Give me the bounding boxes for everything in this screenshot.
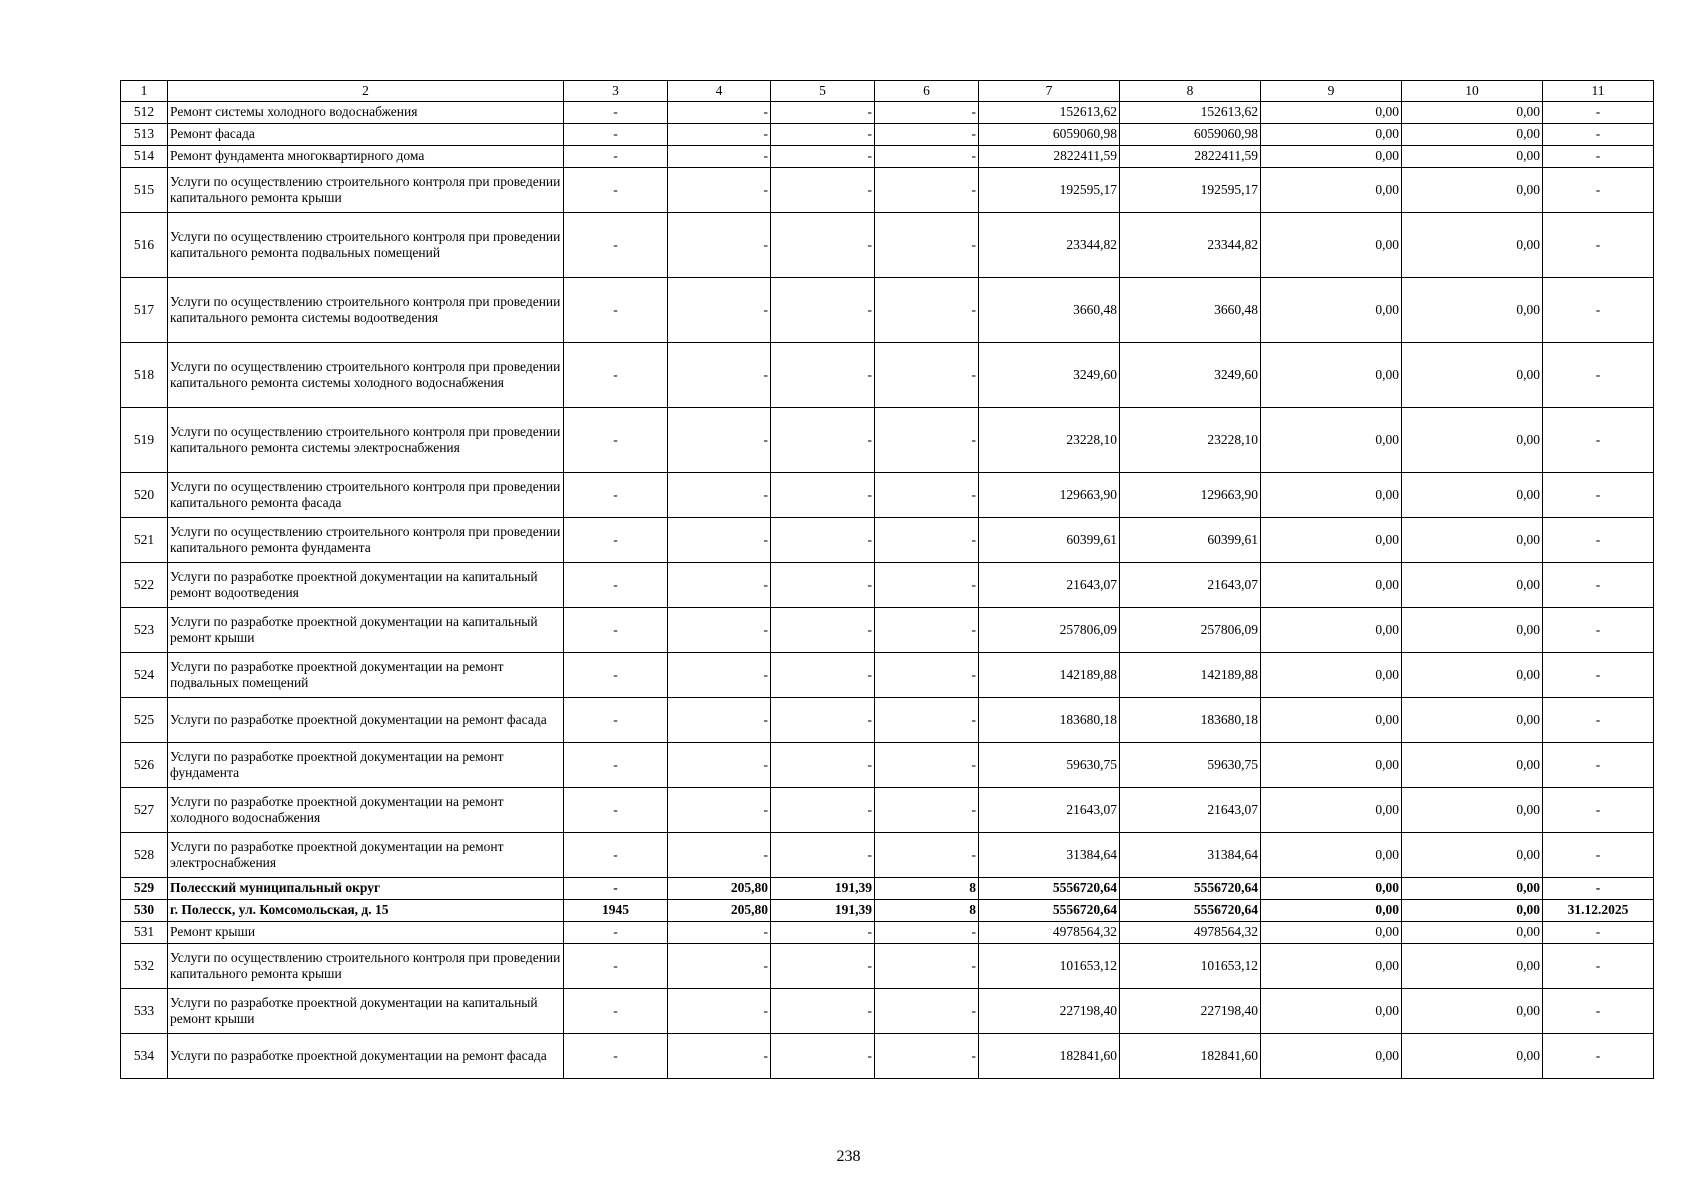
table-row xyxy=(121,944,1654,989)
row-number: 533 xyxy=(121,989,168,1034)
table-row xyxy=(121,922,1654,944)
header-cell: 3 xyxy=(564,81,668,102)
col-7-value: 192595,17 xyxy=(979,168,1120,213)
col-10-value: 0,00 xyxy=(1402,146,1543,168)
col-3-value: - xyxy=(564,989,668,1034)
header-cell: 9 xyxy=(1261,81,1402,102)
col-5-value: - xyxy=(771,563,875,608)
col-5-value: - xyxy=(771,653,875,698)
col-11-value: - xyxy=(1543,168,1654,213)
row-name: Услуги по разработке проектной документации на ремонт электроснабжения xyxy=(168,833,564,878)
col-10-value: 0,00 xyxy=(1402,408,1543,473)
col-4-value: - xyxy=(668,213,771,278)
table-row xyxy=(121,833,1654,878)
col-11-value: - xyxy=(1543,146,1654,168)
col-4-value: - xyxy=(668,833,771,878)
table-row xyxy=(121,518,1654,563)
col-8-value: 60399,61 xyxy=(1120,518,1261,563)
col-8-value: 142189,88 xyxy=(1120,653,1261,698)
col-8-value: 2822411,59 xyxy=(1120,146,1261,168)
table-row xyxy=(121,213,1654,278)
col-3-value: - xyxy=(564,608,668,653)
col-8-value: 5556720,64 xyxy=(1120,900,1261,922)
col-9-value: 0,00 xyxy=(1261,1034,1402,1079)
col-4-value: - xyxy=(668,168,771,213)
col-8-value: 23228,10 xyxy=(1120,408,1261,473)
table-row xyxy=(121,608,1654,653)
table-row xyxy=(121,698,1654,743)
col-4-value: - xyxy=(668,278,771,343)
col-8-value: 183680,18 xyxy=(1120,698,1261,743)
header-cell: 8 xyxy=(1120,81,1261,102)
col-3-value: - xyxy=(564,168,668,213)
table-row xyxy=(121,743,1654,788)
col-7-value: 227198,40 xyxy=(979,989,1120,1034)
col-8-value: 21643,07 xyxy=(1120,788,1261,833)
row-name: Ремонт фундамента многоквартирного дома xyxy=(168,146,564,168)
col-5-value: - xyxy=(771,1034,875,1079)
col-8-value: 101653,12 xyxy=(1120,944,1261,989)
row-name: Услуги по осуществлению строительного контроля при проведении капитального ремонта системы водоотведения xyxy=(168,278,564,343)
col-9-value: 0,00 xyxy=(1261,563,1402,608)
col-3-value: - xyxy=(564,146,668,168)
col-11-value: - xyxy=(1543,944,1654,989)
col-3-value: - xyxy=(564,878,668,900)
col-6-value: - xyxy=(875,922,979,944)
col-3-value: - xyxy=(564,922,668,944)
table-row xyxy=(121,563,1654,608)
col-3-value: - xyxy=(564,278,668,343)
row-number: 534 xyxy=(121,1034,168,1079)
table-row xyxy=(121,102,1654,124)
col-7-value: 3249,60 xyxy=(979,343,1120,408)
col-5-value: - xyxy=(771,213,875,278)
col-3-value: - xyxy=(564,124,668,146)
header-cell: 11 xyxy=(1543,81,1654,102)
col-11-value: - xyxy=(1543,833,1654,878)
col-5-value: - xyxy=(771,124,875,146)
col-5-value: - xyxy=(771,788,875,833)
col-9-value: 0,00 xyxy=(1261,698,1402,743)
col-7-value: 152613,62 xyxy=(979,102,1120,124)
col-3-value: - xyxy=(564,408,668,473)
row-number: 515 xyxy=(121,168,168,213)
col-5-value: - xyxy=(771,408,875,473)
col-8-value: 182841,60 xyxy=(1120,1034,1261,1079)
col-8-value: 31384,64 xyxy=(1120,833,1261,878)
col-8-value: 59630,75 xyxy=(1120,743,1261,788)
header-cell: 10 xyxy=(1402,81,1543,102)
col-4-value: - xyxy=(668,473,771,518)
col-6-value: - xyxy=(875,944,979,989)
table-row xyxy=(121,146,1654,168)
col-7-value: 142189,88 xyxy=(979,653,1120,698)
col-11-value: - xyxy=(1543,788,1654,833)
col-5-value: - xyxy=(771,743,875,788)
col-7-value: 5556720,64 xyxy=(979,878,1120,900)
header-cell: 2 xyxy=(168,81,564,102)
row-name: Услуги по разработке проектной документации на ремонт фасада xyxy=(168,698,564,743)
row-number: 520 xyxy=(121,473,168,518)
row-number: 512 xyxy=(121,102,168,124)
col-11-value: 31.12.2025 xyxy=(1543,900,1654,922)
col-6-value: 8 xyxy=(875,878,979,900)
col-6-value: - xyxy=(875,833,979,878)
col-9-value: 0,00 xyxy=(1261,408,1402,473)
col-7-value: 6059060,98 xyxy=(979,124,1120,146)
col-3-value: - xyxy=(564,698,668,743)
row-name: Услуги по разработке проектной документации на капитальный ремонт крыши xyxy=(168,608,564,653)
col-8-value: 129663,90 xyxy=(1120,473,1261,518)
col-9-value: 0,00 xyxy=(1261,102,1402,124)
col-11-value: - xyxy=(1543,408,1654,473)
col-5-value: - xyxy=(771,146,875,168)
table-row xyxy=(121,168,1654,213)
col-3-value: - xyxy=(564,518,668,563)
row-name: г. Полесск, ул. Комсомольская, д. 15 xyxy=(168,900,564,922)
col-10-value: 0,00 xyxy=(1402,833,1543,878)
col-7-value: 101653,12 xyxy=(979,944,1120,989)
col-10-value: 0,00 xyxy=(1402,922,1543,944)
row-number: 531 xyxy=(121,922,168,944)
capital-repair-table xyxy=(120,80,1654,1079)
table-row xyxy=(121,900,1654,922)
row-number: 518 xyxy=(121,343,168,408)
col-6-value: - xyxy=(875,102,979,124)
col-3-value: - xyxy=(564,833,668,878)
row-number: 529 xyxy=(121,878,168,900)
col-6-value: - xyxy=(875,788,979,833)
row-number: 530 xyxy=(121,900,168,922)
col-4-value: - xyxy=(668,102,771,124)
col-5-value: - xyxy=(771,168,875,213)
col-4-value: - xyxy=(668,944,771,989)
col-11-value: - xyxy=(1543,698,1654,743)
row-name: Услуги по осуществлению строительного контроля при проведении капитального ремонта подвальных помещений xyxy=(168,213,564,278)
col-4-value: - xyxy=(668,518,771,563)
col-11-value: - xyxy=(1543,608,1654,653)
col-7-value: 4978564,32 xyxy=(979,922,1120,944)
row-number: 527 xyxy=(121,788,168,833)
col-9-value: 0,00 xyxy=(1261,788,1402,833)
table-row xyxy=(121,124,1654,146)
col-10-value: 0,00 xyxy=(1402,473,1543,518)
row-number: 513 xyxy=(121,124,168,146)
row-name: Услуги по осуществлению строительного контроля при проведении капитального ремонта фундамента xyxy=(168,518,564,563)
col-7-value: 183680,18 xyxy=(979,698,1120,743)
row-name: Услуги по разработке проектной документации на ремонт фундамента xyxy=(168,743,564,788)
col-5-value: 191,39 xyxy=(771,878,875,900)
col-9-value: 0,00 xyxy=(1261,922,1402,944)
col-9-value: 0,00 xyxy=(1261,124,1402,146)
col-11-value: - xyxy=(1543,1034,1654,1079)
row-name: Услуги по разработке проектной документации на ремонт подвальных помещений xyxy=(168,653,564,698)
col-5-value: - xyxy=(771,343,875,408)
col-11-value: - xyxy=(1543,473,1654,518)
col-6-value: - xyxy=(875,653,979,698)
col-10-value: 0,00 xyxy=(1402,944,1543,989)
col-10-value: 0,00 xyxy=(1402,698,1543,743)
col-6-value: - xyxy=(875,608,979,653)
col-10-value: 0,00 xyxy=(1402,124,1543,146)
row-number: 523 xyxy=(121,608,168,653)
col-4-value: - xyxy=(668,653,771,698)
col-3-value: - xyxy=(564,944,668,989)
col-3-value: 1945 xyxy=(564,900,668,922)
col-6-value: - xyxy=(875,408,979,473)
col-5-value: - xyxy=(771,102,875,124)
col-10-value: 0,00 xyxy=(1402,743,1543,788)
table-row xyxy=(121,878,1654,900)
col-7-value: 2822411,59 xyxy=(979,146,1120,168)
row-number: 526 xyxy=(121,743,168,788)
col-8-value: 4978564,32 xyxy=(1120,922,1261,944)
col-10-value: 0,00 xyxy=(1402,653,1543,698)
header-row xyxy=(121,81,1654,102)
row-name: Полесский муниципальный округ xyxy=(168,878,564,900)
col-7-value: 182841,60 xyxy=(979,1034,1120,1079)
table-row xyxy=(121,408,1654,473)
col-6-value: - xyxy=(875,213,979,278)
row-name: Ремонт крыши xyxy=(168,922,564,944)
col-10-value: 0,00 xyxy=(1402,1034,1543,1079)
header-cell: 6 xyxy=(875,81,979,102)
col-9-value: 0,00 xyxy=(1261,989,1402,1034)
col-4-value: - xyxy=(668,743,771,788)
col-3-value: - xyxy=(564,653,668,698)
row-number: 525 xyxy=(121,698,168,743)
col-6-value: - xyxy=(875,1034,979,1079)
col-6-value: - xyxy=(875,146,979,168)
col-8-value: 23344,82 xyxy=(1120,213,1261,278)
col-8-value: 3249,60 xyxy=(1120,343,1261,408)
row-name: Ремонт фасада xyxy=(168,124,564,146)
row-number: 521 xyxy=(121,518,168,563)
col-9-value: 0,00 xyxy=(1261,343,1402,408)
col-7-value: 257806,09 xyxy=(979,608,1120,653)
col-4-value: - xyxy=(668,989,771,1034)
col-5-value: - xyxy=(771,278,875,343)
col-6-value: - xyxy=(875,743,979,788)
col-7-value: 129663,90 xyxy=(979,473,1120,518)
table-row xyxy=(121,1034,1654,1079)
col-5-value: - xyxy=(771,473,875,518)
col-4-value: - xyxy=(668,1034,771,1079)
col-6-value: - xyxy=(875,989,979,1034)
col-9-value: 0,00 xyxy=(1261,944,1402,989)
row-name: Услуги по осуществлению строительного контроля при проведении капитального ремонта системы холодного водоснабжения xyxy=(168,343,564,408)
col-3-value: - xyxy=(564,343,668,408)
col-10-value: 0,00 xyxy=(1402,278,1543,343)
col-5-value: - xyxy=(771,698,875,743)
col-9-value: 0,00 xyxy=(1261,608,1402,653)
col-6-value: - xyxy=(875,278,979,343)
col-4-value: - xyxy=(668,608,771,653)
col-4-value: 205,80 xyxy=(668,900,771,922)
col-8-value: 257806,09 xyxy=(1120,608,1261,653)
row-name: Услуги по осуществлению строительного контроля при проведении капитального ремонта крыши xyxy=(168,944,564,989)
col-8-value: 21643,07 xyxy=(1120,563,1261,608)
row-number: 524 xyxy=(121,653,168,698)
col-8-value: 152613,62 xyxy=(1120,102,1261,124)
table-row xyxy=(121,473,1654,518)
col-10-value: 0,00 xyxy=(1402,102,1543,124)
col-3-value: - xyxy=(564,213,668,278)
col-11-value: - xyxy=(1543,124,1654,146)
col-7-value: 59630,75 xyxy=(979,743,1120,788)
col-11-value: - xyxy=(1543,278,1654,343)
col-10-value: 0,00 xyxy=(1402,788,1543,833)
row-name: Услуги по разработке проектной документации на ремонт фасада xyxy=(168,1034,564,1079)
row-number: 522 xyxy=(121,563,168,608)
col-10-value: 0,00 xyxy=(1402,343,1543,408)
col-6-value: - xyxy=(875,518,979,563)
col-10-value: 0,00 xyxy=(1402,213,1543,278)
col-10-value: 0,00 xyxy=(1402,900,1543,922)
col-5-value: - xyxy=(771,833,875,878)
col-4-value: - xyxy=(668,698,771,743)
col-8-value: 192595,17 xyxy=(1120,168,1261,213)
col-11-value: - xyxy=(1543,518,1654,563)
col-4-value: - xyxy=(668,343,771,408)
col-6-value: - xyxy=(875,563,979,608)
col-8-value: 6059060,98 xyxy=(1120,124,1261,146)
col-3-value: - xyxy=(564,743,668,788)
col-3-value: - xyxy=(564,1034,668,1079)
col-11-value: - xyxy=(1543,922,1654,944)
col-9-value: 0,00 xyxy=(1261,653,1402,698)
col-7-value: 21643,07 xyxy=(979,563,1120,608)
col-6-value: - xyxy=(875,124,979,146)
row-name: Услуги по осуществлению строительного контроля при проведении капитального ремонта системы электроснабжения xyxy=(168,408,564,473)
col-7-value: 3660,48 xyxy=(979,278,1120,343)
col-5-value: - xyxy=(771,608,875,653)
table-row xyxy=(121,653,1654,698)
col-8-value: 3660,48 xyxy=(1120,278,1261,343)
header-cell: 5 xyxy=(771,81,875,102)
col-7-value: 21643,07 xyxy=(979,788,1120,833)
col-6-value: - xyxy=(875,343,979,408)
col-10-value: 0,00 xyxy=(1402,608,1543,653)
col-7-value: 60399,61 xyxy=(979,518,1120,563)
col-4-value: 205,80 xyxy=(668,878,771,900)
col-7-value: 5556720,64 xyxy=(979,900,1120,922)
row-number: 517 xyxy=(121,278,168,343)
col-10-value: 0,00 xyxy=(1402,989,1543,1034)
row-name: Услуги по осуществлению строительного контроля при проведении капитального ремонта фасада xyxy=(168,473,564,518)
col-11-value: - xyxy=(1543,102,1654,124)
col-6-value: - xyxy=(875,473,979,518)
col-11-value: - xyxy=(1543,989,1654,1034)
col-9-value: 0,00 xyxy=(1261,146,1402,168)
col-11-value: - xyxy=(1543,878,1654,900)
col-11-value: - xyxy=(1543,343,1654,408)
col-4-value: - xyxy=(668,788,771,833)
col-4-value: - xyxy=(668,922,771,944)
col-9-value: 0,00 xyxy=(1261,473,1402,518)
header-cell: 1 xyxy=(121,81,168,102)
col-4-value: - xyxy=(668,146,771,168)
col-3-value: - xyxy=(564,102,668,124)
header-cell: 7 xyxy=(979,81,1120,102)
row-number: 514 xyxy=(121,146,168,168)
table-row xyxy=(121,788,1654,833)
col-7-value: 31384,64 xyxy=(979,833,1120,878)
col-10-value: 0,00 xyxy=(1402,878,1543,900)
col-3-value: - xyxy=(564,473,668,518)
col-9-value: 0,00 xyxy=(1261,743,1402,788)
col-6-value: - xyxy=(875,168,979,213)
col-9-value: 0,00 xyxy=(1261,168,1402,213)
row-name: Услуги по осуществлению строительного контроля при проведении капитального ремонта крыши xyxy=(168,168,564,213)
page-number: 238 xyxy=(836,1148,861,1165)
col-6-value: 8 xyxy=(875,900,979,922)
col-11-value: - xyxy=(1543,743,1654,788)
col-11-value: - xyxy=(1543,563,1654,608)
col-6-value: - xyxy=(875,698,979,743)
col-9-value: 0,00 xyxy=(1261,518,1402,563)
row-number: 528 xyxy=(121,833,168,878)
col-4-value: - xyxy=(668,563,771,608)
col-11-value: - xyxy=(1543,653,1654,698)
col-11-value: - xyxy=(1543,213,1654,278)
row-number: 519 xyxy=(121,408,168,473)
table-row xyxy=(121,343,1654,408)
col-9-value: 0,00 xyxy=(1261,900,1402,922)
col-8-value: 5556720,64 xyxy=(1120,878,1261,900)
col-4-value: - xyxy=(668,124,771,146)
table-row xyxy=(121,989,1654,1034)
col-9-value: 0,00 xyxy=(1261,878,1402,900)
col-5-value: - xyxy=(771,944,875,989)
col-5-value: 191,39 xyxy=(771,900,875,922)
col-5-value: - xyxy=(771,922,875,944)
row-number: 516 xyxy=(121,213,168,278)
col-5-value: - xyxy=(771,989,875,1034)
row-number: 532 xyxy=(121,944,168,989)
col-3-value: - xyxy=(564,788,668,833)
col-9-value: 0,00 xyxy=(1261,278,1402,343)
col-4-value: - xyxy=(668,408,771,473)
col-3-value: - xyxy=(564,563,668,608)
col-5-value: - xyxy=(771,518,875,563)
row-name: Ремонт системы холодного водоснабжения xyxy=(168,102,564,124)
col-10-value: 0,00 xyxy=(1402,563,1543,608)
row-name: Услуги по разработке проектной документации на капитальный ремонт крыши xyxy=(168,989,564,1034)
col-7-value: 23228,10 xyxy=(979,408,1120,473)
col-9-value: 0,00 xyxy=(1261,213,1402,278)
col-10-value: 0,00 xyxy=(1402,168,1543,213)
col-9-value: 0,00 xyxy=(1261,833,1402,878)
col-10-value: 0,00 xyxy=(1402,518,1543,563)
header-cell: 4 xyxy=(668,81,771,102)
table-row xyxy=(121,278,1654,343)
col-8-value: 227198,40 xyxy=(1120,989,1261,1034)
row-name: Услуги по разработке проектной документации на ремонт холодного водоснабжения xyxy=(168,788,564,833)
col-7-value: 23344,82 xyxy=(979,213,1120,278)
row-name: Услуги по разработке проектной документации на капитальный ремонт водоотведения xyxy=(168,563,564,608)
